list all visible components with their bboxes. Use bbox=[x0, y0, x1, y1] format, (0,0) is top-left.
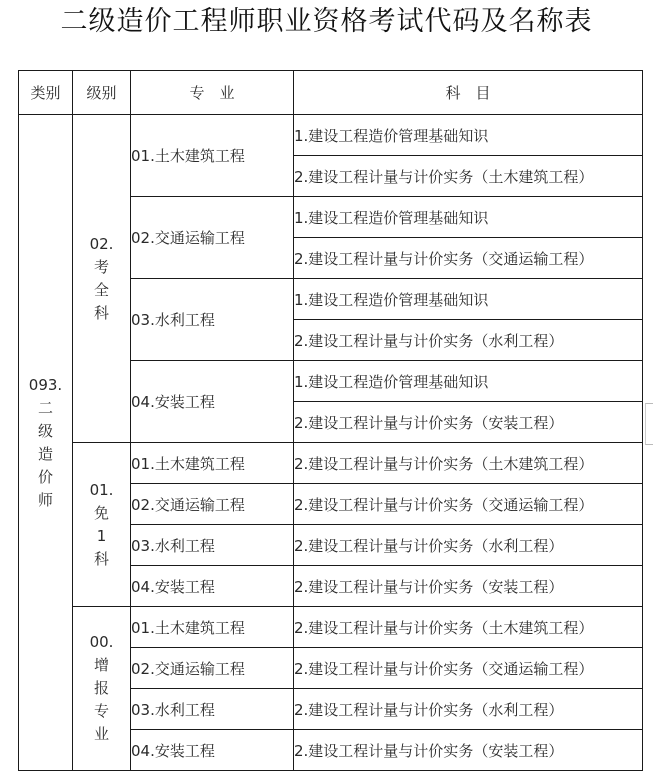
subject-cell: 2.建设工程计量与计价实务（安装工程） bbox=[294, 730, 643, 771]
category-cell: 093. 二 级 造 价 师 bbox=[19, 115, 73, 771]
subject-cell: 2.建设工程计量与计价实务（安装工程） bbox=[294, 402, 643, 443]
major-cell: 04.安装工程 bbox=[131, 361, 294, 443]
header-row bbox=[19, 71, 643, 115]
exam-code-table bbox=[18, 70, 643, 771]
subject-cell: 1.建设工程造价管理基础知识 bbox=[294, 361, 643, 402]
header-subject: 科 目 bbox=[294, 71, 643, 115]
major-cell: 01.土木建筑工程 bbox=[131, 607, 294, 648]
subject-cell: 2.建设工程计量与计价实务（水利工程） bbox=[294, 525, 643, 566]
major-cell: 02.交通运输工程 bbox=[131, 648, 294, 689]
major-cell: 03.水利工程 bbox=[131, 279, 294, 361]
subject-cell: 1.建设工程造价管理基础知识 bbox=[294, 197, 643, 238]
major-cell: 02.交通运输工程 bbox=[131, 197, 294, 279]
major-cell: 03.水利工程 bbox=[131, 689, 294, 730]
major-cell: 01.土木建筑工程 bbox=[131, 115, 294, 197]
subject-cell: 2.建设工程计量与计价实务（交通运输工程） bbox=[294, 484, 643, 525]
level-cell-add-major: 00. 增 报 专 业 bbox=[73, 607, 131, 771]
subject-cell: 1.建设工程造价管理基础知识 bbox=[294, 279, 643, 320]
subject-cell: 1.建设工程造价管理基础知识 bbox=[294, 115, 643, 156]
header-major: 专 业 bbox=[131, 71, 294, 115]
edge-artifact bbox=[645, 403, 653, 445]
major-cell: 02.交通运输工程 bbox=[131, 484, 294, 525]
subject-cell: 2.建设工程计量与计价实务（土木建筑工程） bbox=[294, 156, 643, 197]
subject-cell: 2.建设工程计量与计价实务（水利工程） bbox=[294, 689, 643, 730]
header-level: 级别 bbox=[73, 71, 131, 115]
subject-cell: 2.建设工程计量与计价实务（交通运输工程） bbox=[294, 648, 643, 689]
major-cell: 04.安装工程 bbox=[131, 566, 294, 607]
level-cell-exempt-one: 01. 免 1 科 bbox=[73, 443, 131, 607]
level-cell-full: 02. 考 全 科 bbox=[73, 115, 131, 443]
subject-cell: 2.建设工程计量与计价实务（土木建筑工程） bbox=[294, 607, 643, 648]
subject-cell: 2.建设工程计量与计价实务（交通运输工程） bbox=[294, 238, 643, 279]
major-cell: 03.水利工程 bbox=[131, 525, 294, 566]
page-title: 二级造价工程师职业资格考试代码及名称表 bbox=[60, 6, 593, 37]
subject-cell: 2.建设工程计量与计价实务（水利工程） bbox=[294, 320, 643, 361]
major-cell: 01.土木建筑工程 bbox=[131, 443, 294, 484]
header-category: 类别 bbox=[19, 71, 73, 115]
table-row bbox=[19, 115, 643, 156]
subject-cell: 2.建设工程计量与计价实务（安装工程） bbox=[294, 566, 643, 607]
major-cell: 04.安装工程 bbox=[131, 730, 294, 771]
subject-cell: 2.建设工程计量与计价实务（土木建筑工程） bbox=[294, 443, 643, 484]
table-row bbox=[19, 607, 643, 648]
table-row bbox=[19, 443, 643, 484]
